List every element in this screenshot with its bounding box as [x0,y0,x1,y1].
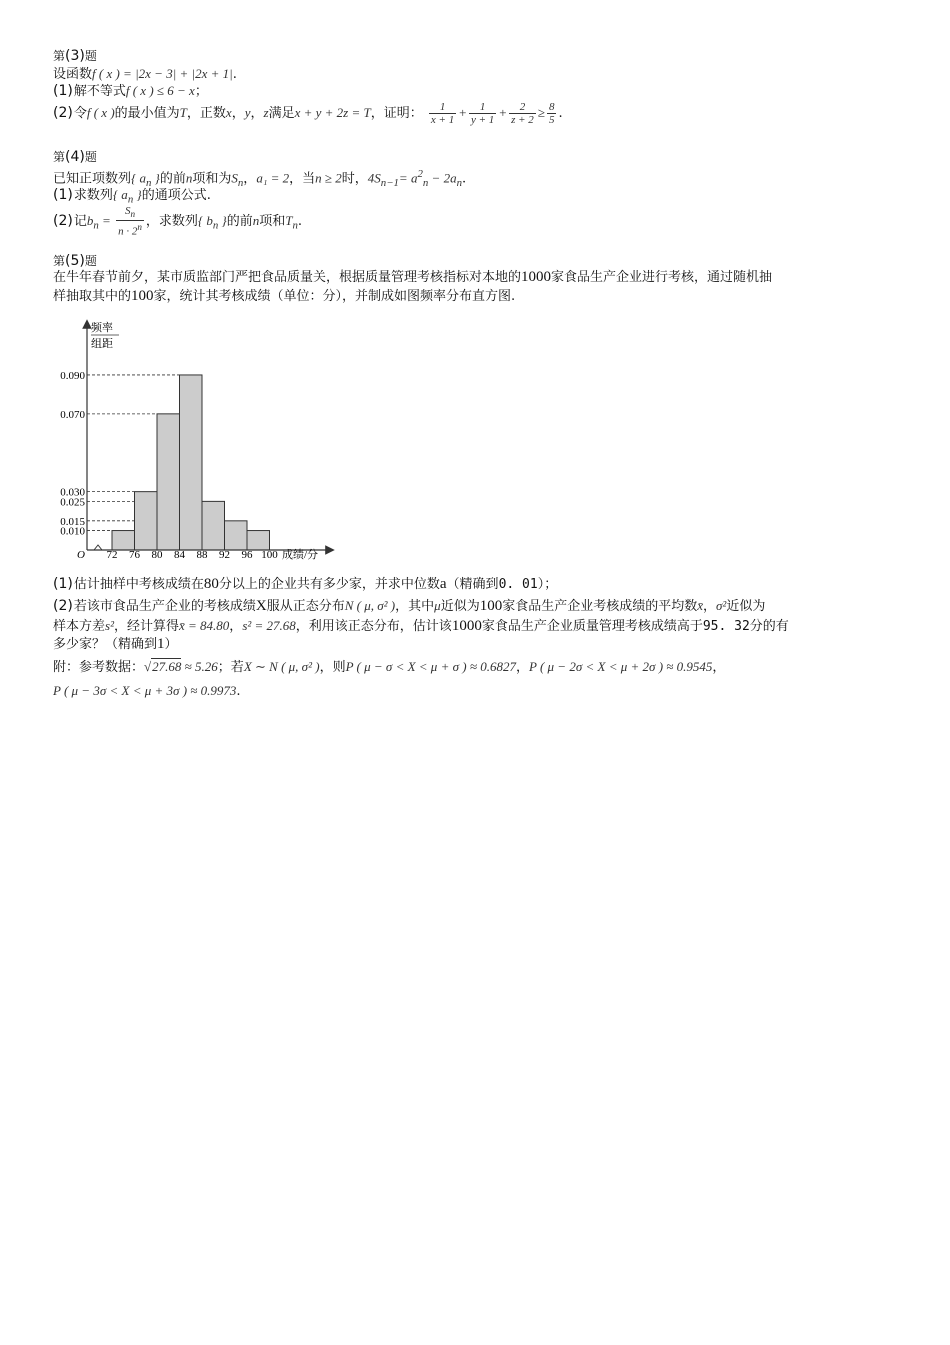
q5-intro-line2 [53,288,515,305]
q3-frac-2 [469,101,496,126]
q5-part1-t3: （精确到 [446,577,499,592]
x-tick-label: 80 [151,549,163,561]
q5-p3-t2: ，经计算得 [113,619,179,634]
q3-heading [53,48,97,65]
q5-ref-t3: ，则 [319,660,346,675]
q5-intro1-t2: 家食品生产企业进行考核，通过随机抽 [551,270,773,285]
q5-heading-post: 题 [84,254,97,268]
x-tick-label: 72 [106,549,118,561]
q4-s-t5: 时， [341,171,368,187]
q4-part2-t1: 记 [73,213,87,229]
x-tick-label: 88 [196,549,208,561]
q5-part2-t3: ，其中 [395,599,435,614]
q3-heading-num: (3) [65,48,85,64]
q3-part2-m2: T [179,105,187,120]
q5-part2-line3 [53,636,178,653]
q5-part2-t6: 近似为 [726,599,766,614]
q5-p3-m1: s² [105,618,114,633]
q4-s-m2: n [185,170,193,186]
q4-part1: (1)求数列{ $a_n$ }的通项公式. [53,187,211,206]
q3-frac-1 [429,101,456,126]
y-tick-label: 0.010 [60,525,85,538]
q3-part2-m1: f ( x ) [86,105,115,120]
q5-part1-t4: ）； [537,577,558,592]
q5-ref-m4: P ( μ − 2σ < X < μ + 2σ ) ≈ 0.9545 [529,659,713,674]
q4-s-t1: 已知正项数列 [53,171,132,187]
q4-s-m4: a₁ = 2 [256,170,290,186]
y-tick-label: 0.070 [60,408,85,421]
x-tick-label: 92 [219,549,230,561]
q5-part1-t2: 分以上的企业共有多少家，并求中位数 [218,577,440,592]
q5-heading [53,253,97,270]
q4-part2-num: (2) [53,212,73,229]
q5-p3-m2: x̄ = 84.80 [179,618,230,633]
q5-part2-t1: 若该市食品生产企业的考核成绩 [73,599,256,614]
q4-s-m5: n ≥ 2 [315,170,342,186]
q3-frac-4-num: 8 [548,101,555,113]
q5-ref-sqrt: 27.68 [152,659,182,674]
q3-frac-3-den: z + 2 [511,114,534,126]
q3-part2-t3: ，正数 [186,106,226,121]
q4-s-m6: 4S [367,170,381,186]
q5-ref-m5: P ( μ − 3σ < X < μ + 3σ ) ≈ 0.9973 [53,683,237,698]
histogram-bar [112,531,135,550]
q5-part2-m4: σ² [716,598,727,613]
q5-p4-t2: ） [164,637,178,652]
q4-part2-m1: b [86,212,94,228]
q5-part1-num: (1) [53,576,73,592]
x-tick-label: 84 [174,549,185,561]
x-tick-label: 96 [241,549,253,561]
q4-heading-pre: 第 [53,150,66,164]
q5-p3-n2: 95. 32 [702,619,750,634]
q3-part2-m5: z [263,105,269,120]
q5-ref-m1: ≈ 5.26 [184,659,218,674]
q3-part2-num: (2) [53,105,73,121]
origin-label: O [77,549,85,561]
q5-reference-line2: P ( μ − 3σ < X < μ + 3σ ) ≈ 0.9973. [53,683,241,699]
q3-part2-m3: x [225,105,232,120]
q3-part2: (2)令f ( x )的最小值为T，正数x，y，z满足x + y + 2z = T，证明： $\frac{1}{x + 1}$ + $\frac{1}{y + 1}$ + $\frac{2}{z + 2}$ ≥ $\frac{8}{5}$ . [53,101,563,126]
q3-frac-2-den: y + 1 [471,114,495,126]
q4-frac-num: S [124,205,131,217]
q5-p4-t1: 多少家？（精确到 [53,637,158,652]
q4-part1-t2: 的通项公式. [141,188,211,203]
q5-ref-t1: 附：参考数据： [53,660,145,675]
q4-statement: 已知正项数列{ $a_n$ }的前n项和为$S_n$，a₁ = 2，当n ≥ 2时，$4S_{n-1}= a^2_n - 2a_n$. [53,168,467,189]
q5-part2-t2: 服从正态分布 [266,599,345,614]
q5-p3-t5: 分的有 [749,619,789,634]
q4-heading-num: (4) [65,149,85,165]
q5-heading-pre: 第 [53,254,66,268]
q3-part2-m6: x + y + 2z = T [294,105,371,120]
q5-heading-num: (5) [65,253,85,269]
q3-statement: 设函数f ( x ) = |2x − 3| + |2x + 1|. [53,66,237,82]
q5-part2-line2: 样本方差s²，经计算得x̄ = 84.80，s² = 27.68，利用该正态分布，估计该1000家食品生产企业质量管理考核成绩高于95. 32分的有 [53,618,789,634]
histogram-bar [180,375,203,550]
q3-part2-t4: 满足 [268,106,295,121]
q4-s-m8: − 2a [428,170,457,186]
q3-part1-num: (1) [53,83,73,99]
q5-part2: (2)若该市食品生产企业的考核成绩X服从正态分布N ( μ, σ² )，其中μ近似为100家食品生产企业考核成绩的平均数x̄，σ²近似为 [53,598,766,614]
q5-part2-m1: N ( μ, σ² ) [344,598,396,613]
q3-frac-3-num: 2 [509,101,536,114]
y-tick-label: 0.015 [60,515,85,528]
q3-frac-4 [547,101,557,126]
frequency-histogram [45,318,345,568]
q5-intro2-n: 100 [131,288,154,304]
histogram-bars [112,375,270,550]
q4-frac-den: n · 2 [118,225,138,238]
q4-part2-t3: 的前 [226,213,253,229]
q3-frac-1-den: x + 1 [430,114,455,126]
q5-part2-m2: μ [434,598,441,613]
q3-part2-t2: 的最小值为 [114,106,180,121]
q5-part2-m3: x̄ [697,598,703,613]
q5-intro2-t2: 家，统计其考核成绩（单位：分），并制成如图频率分布直方图. [153,289,516,304]
q3-frac-3 [509,101,536,126]
x-axis-label: 成绩/分 [282,549,319,561]
x-tick-label: 76 [129,549,140,561]
q5-part1-t1: 估计抽样中考核成绩在 [73,577,204,592]
y-tick-label: 0.030 [60,486,85,499]
q4-heading-post: 题 [84,150,97,164]
q5-part2-X: X [255,598,267,614]
q3-part2-m4: y [244,105,251,120]
histogram-bar [225,521,248,550]
q5-part1-p: 0. 01 [498,577,538,592]
q5-intro1-t1: 在牛年春节前夕，某市质监部门严把食品质量关，根据质量管理考核指标对本地的 [53,270,522,285]
q3-part1-math: f ( x ) ≤ 6 − x [125,83,195,98]
q5-intro1-n: 1000 [521,269,552,285]
q4-part1-t1: 求数列 [73,188,113,203]
q3-heading-pre: 第 [53,49,66,63]
q5-part2-n: 100 [479,598,503,614]
q4-s-m7: = a [398,170,418,186]
q4-part2-t2: ，求数列 [145,213,198,229]
q3-frac-4-den: 5 [548,114,555,126]
q5-intro2-t1: 样抽取其中的 [53,289,132,304]
q5-part2-t4: 近似为 [440,599,480,614]
q5-intro-line1 [53,269,772,286]
q5-part1-a: a [439,576,447,592]
q5-part2-num: (2) [53,598,73,614]
q4-s-t2: 的前 [159,171,186,187]
q5-p3-t3: ，利用该正态分布，估计该 [295,619,452,634]
q3-heading-post: 题 [84,49,97,63]
q5-part2-t5: 家食品生产企业考核成绩的平均数 [502,599,698,614]
q3-part1: (1)解不等式f ( x ) ≤ 6 − x； [53,83,208,99]
q3-part1-text: 解不等式 [73,84,126,99]
q4-part2: (2)记$b_n$ = $\frac{S_n}{n \cdot 2^n}$ ，求数列{ $b_n$ }的前n项和$T_n$. [53,205,303,238]
q5-reference-line1: 附：参考数据：√27.68 ≈ 5.26；若X ∼ N ( μ, σ² )，则P ( μ − σ < X < μ + σ ) ≈ 0.6827，P ( μ − 2σ < X < μ + 2σ ) ≈ 0.9545， [53,659,726,675]
y-tick-label: 0.090 [60,369,85,382]
q4-heading [53,149,97,166]
histogram-bar [247,531,270,550]
q3-part2-t5: ，证明： [370,106,423,121]
q5-ref-m2: X ∼ N ( μ, σ² ) [243,659,320,674]
y-tick-labels [60,370,85,538]
y-tick-label: 0.025 [60,496,85,509]
q5-part1-n: 80 [203,576,219,592]
q4-part2-t4: 项和 [259,213,286,229]
q5-ref-m3: P ( μ − σ < X < μ + σ ) ≈ 0.6827 [345,659,516,674]
q5-p3-t4: 家食品生产企业质量管理考核成绩高于 [481,619,703,634]
q3-part2-t1: 令 [73,106,87,121]
histogram-bar [157,414,180,550]
q3-frac-1-num: 1 [429,101,456,114]
q4-part1-num: (1) [53,187,73,203]
q4-s-t4: ，当 [289,171,316,187]
histogram-bar [135,492,158,550]
q5-part1 [53,576,557,593]
q3-statement-text: 设函数 [53,67,93,82]
q4-s-t3: 项和为 [192,171,232,187]
q5-p4-n: 1 [157,636,165,652]
x-tick-label: 100 [261,549,278,561]
q3-frac-2-num: 1 [469,101,496,114]
q5-ref-t2: ；若 [217,660,244,675]
y-axis-label-top: 频率 [91,322,113,334]
q5-p3-m3: s² = 27.68 [242,618,296,633]
y-axis-label-bottom: 组距 [91,338,113,350]
q4-bn-fraction: $\frac{S_n}{n \cdot 2^n}$ [118,205,142,238]
x-tick-labels [107,549,279,561]
q3-function-def: f ( x ) = |2x − 3| + |2x + 1| [92,66,233,81]
q4-s-m1: { a [131,170,146,186]
histogram-bar [202,501,225,550]
axis-break-mark [94,545,102,550]
q5-p3-t1: 样本方差 [53,619,106,634]
q5-p3-n1: 1000 [451,618,482,634]
q4-s-m3: S [231,170,238,186]
